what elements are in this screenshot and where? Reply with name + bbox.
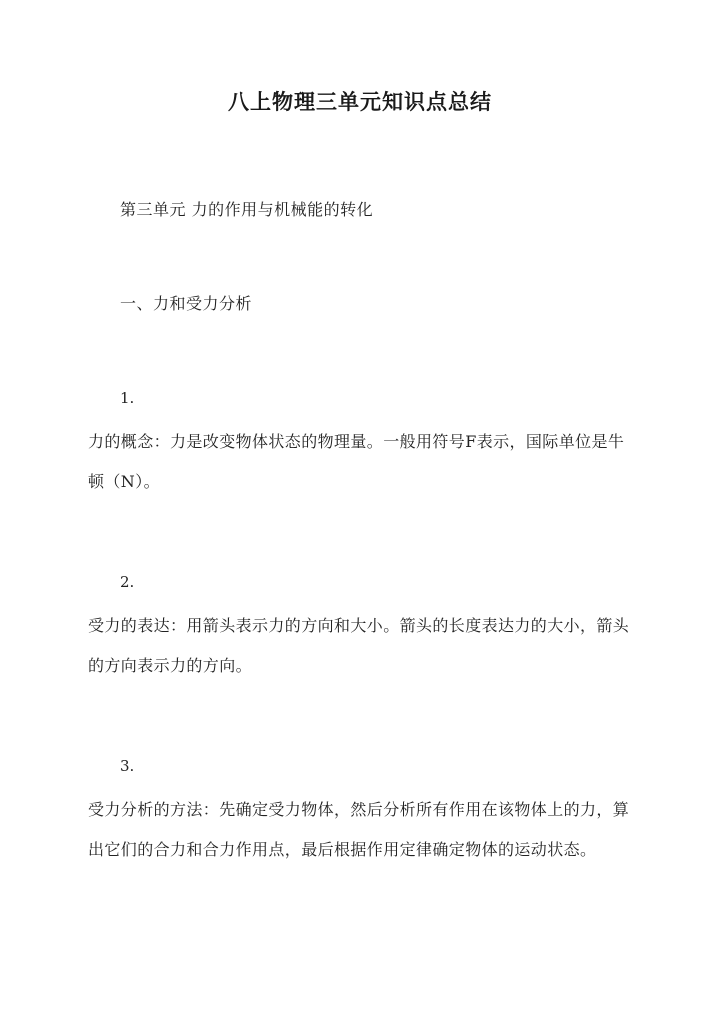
section-heading: 一、力和受力分析 <box>120 294 253 313</box>
item-text: 受力分析的方法：先确定受力物体，然后分析所有作用在该物体上的力，算出它们的合力和合力作用点，最后根据作用定律确定物体的运动状态。 <box>88 800 630 859</box>
item-text: 力的概念：力是改变物体状态的物理量。一般用符号F表示，国际单位是牛顿（N）。 <box>88 432 625 491</box>
unit-heading: 第三单元 力的作用与机械能的转化 <box>120 200 374 219</box>
item-text: 受力的表达：用箭头表示力的方向和大小。箭头的长度表达力的大小，箭头的方向表示力的方向。 <box>88 616 630 675</box>
item-number: 3. <box>120 757 135 775</box>
item-number: 1. <box>120 389 135 407</box>
document-title: 八上物理三单元知识点总结 <box>228 89 492 114</box>
item-number: 2. <box>120 573 135 591</box>
